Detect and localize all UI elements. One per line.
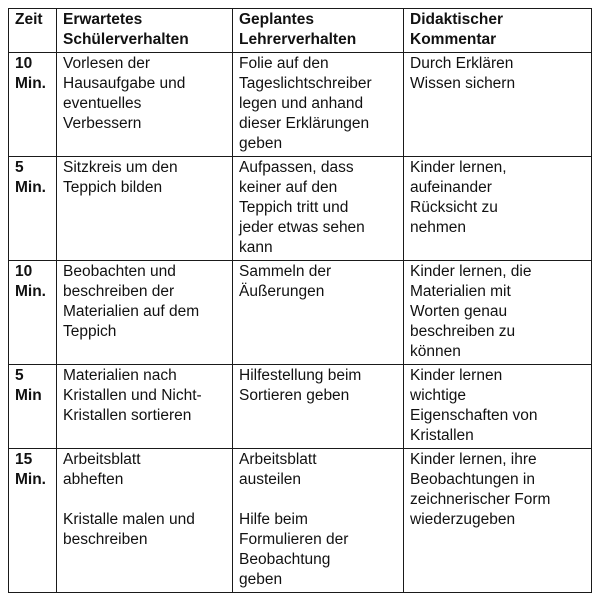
table-row [9,53,592,157]
cell-teacher-behavior: Sammeln der Äußerungen [233,261,404,365]
cell-didactic-comment: Kinder lernen wichtige Eigenschaften von Kristallen [404,365,592,449]
cell-teacher-behavior: Hilfestellung beim Sortieren geben [233,365,404,449]
cell-teacher-behavior: Arbeitsblatt austeilen Hilfe beim Formulieren der Beobachtung geben [233,449,404,593]
cell-didactic-comment: Kinder lernen, die Materialien mit Worten genau beschreiben zu können [404,261,592,365]
cell-time: 15 Min. [9,449,57,593]
cell-teacher-behavior: Folie auf den Tageslichtschreiber legen und anhand dieser Erklärungen geben [233,53,404,157]
cell-time: 5 Min. [9,157,57,261]
table-row [9,261,592,365]
table-row [9,449,592,593]
table-row [9,365,592,449]
cell-teacher-behavior: Aufpassen, dass keiner auf den Teppich tritt und jeder etwas sehen kann [233,157,404,261]
header-student-behavior: Erwartetes Schülerverhalten [57,9,233,53]
header-time: Zeit [9,9,57,53]
header-didactic-comment: Didaktischer Kommentar [404,9,592,53]
cell-didactic-comment: Durch Erklären Wissen sichern [404,53,592,157]
cell-student-behavior: Sitzkreis um den Teppich bilden [57,157,233,261]
lesson-plan-table [8,8,592,593]
cell-student-behavior: Materialien nach Kristallen und Nicht- Kristallen sortieren [57,365,233,449]
table-header-row [9,9,592,53]
cell-didactic-comment: Kinder lernen, ihre Beobachtungen in zeichnerischer Form wiederzugeben [404,449,592,593]
cell-time: 5 Min [9,365,57,449]
table-row [9,157,592,261]
cell-student-behavior: Vorlesen der Hausaufgabe und eventuelles Verbessern [57,53,233,157]
cell-didactic-comment: Kinder lernen, aufeinander Rücksicht zu nehmen [404,157,592,261]
cell-time: 10 Min. [9,261,57,365]
cell-student-behavior: Beobachten und beschreiben der Materialien auf dem Teppich [57,261,233,365]
cell-time: 10 Min. [9,53,57,157]
cell-student-behavior: Arbeitsblatt abheften Kristalle malen und beschreiben [57,449,233,593]
header-teacher-behavior: Geplantes Lehrerverhalten [233,9,404,53]
